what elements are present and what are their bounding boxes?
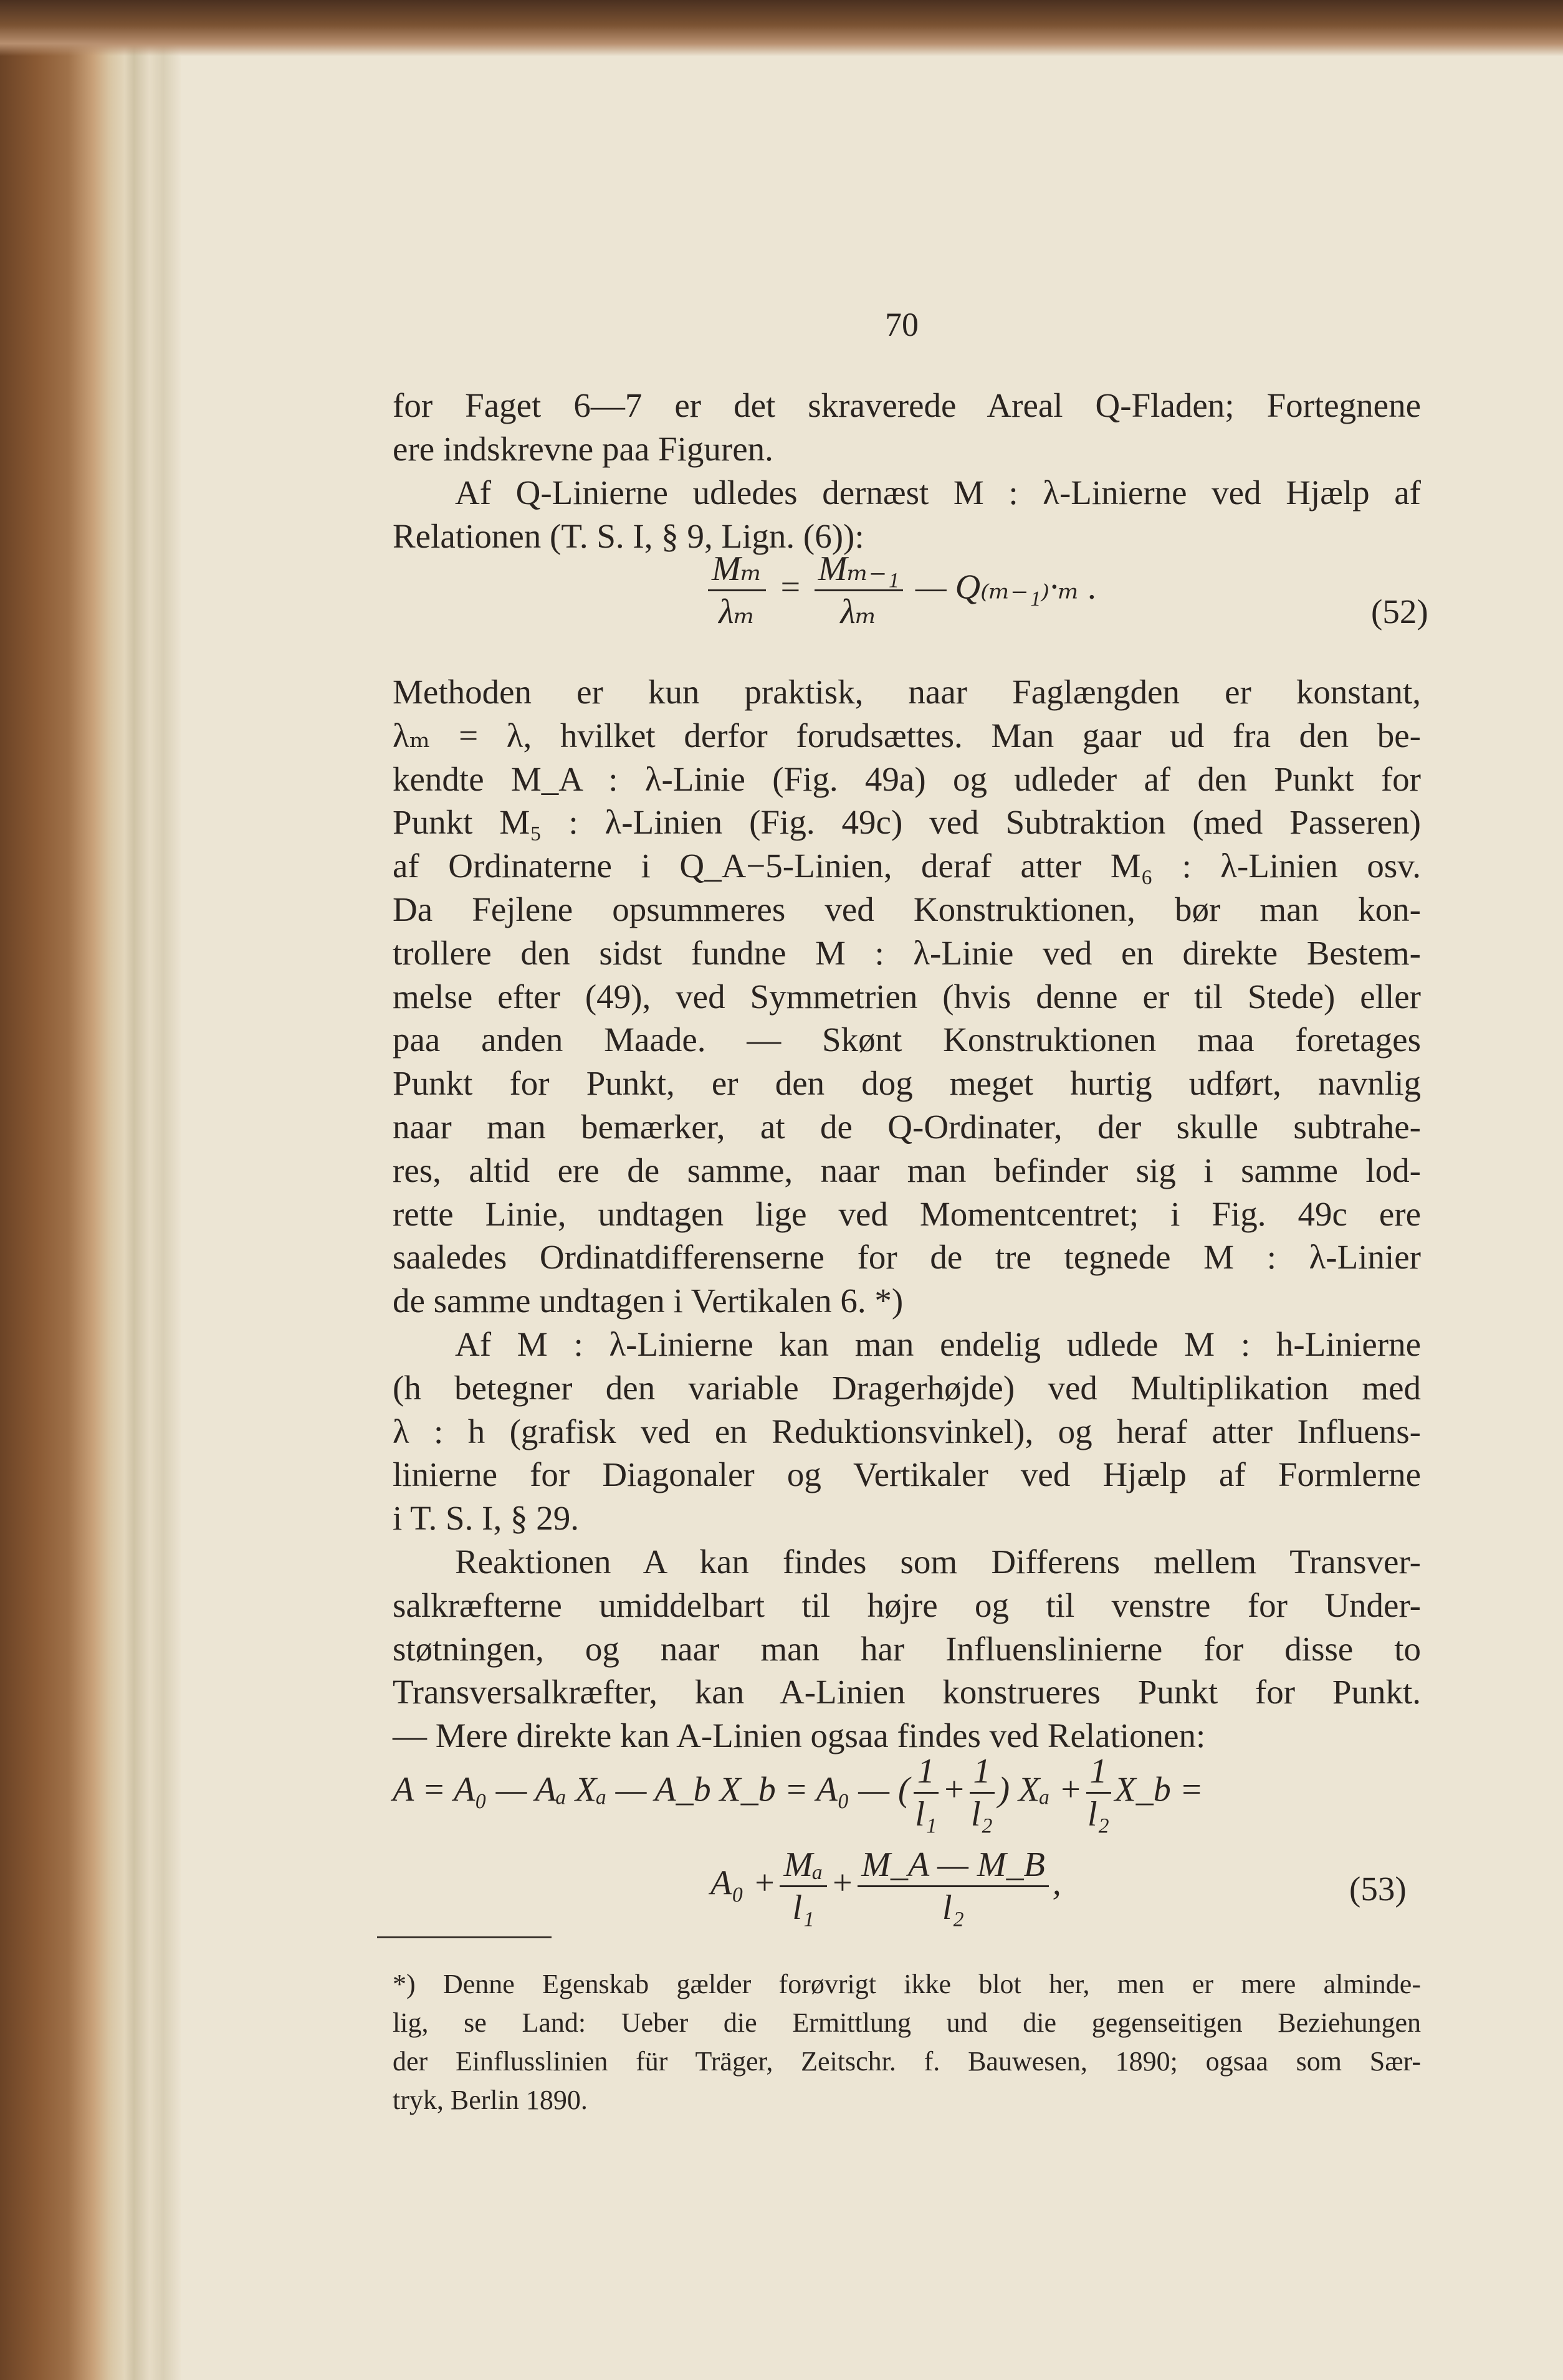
text-line: Transversalkræfter, kan A-Linien konstrueres Punkt for Punkt. — [393, 1673, 1421, 1711]
eq52-rhs-denominator: λₘ — [840, 593, 877, 631]
text-line: rette Linie, undtagen lige ved Momentcentret; i Fig. 49c ere — [393, 1194, 1421, 1233]
text-line: linierne for Diagonaler og Vertikaler ved Hjælp af Formlerne — [393, 1455, 1421, 1494]
text-line: af Ordinaterne i Q_A−5-Linien, deraf atter M₆ : λ-Linien osv. — [393, 847, 1421, 885]
text-line: støtningen, og naar man har Influenslinierne for disse to — [393, 1629, 1421, 1668]
eq52-lhs-denominator: λₘ — [719, 593, 755, 631]
text-line: Af M : λ-Linierne kan man endelig udlede M : h-Linierne — [455, 1325, 1421, 1363]
text-line: paa anden Maade. — Skønt Konstruktionen maa foretages — [393, 1021, 1421, 1059]
text-line: res, altid ere de samme, naar man befinder sig i samme lod- — [393, 1151, 1421, 1189]
text-line: melse efter (49), ved Symmetrien (hvis denne er til Stede) eller — [393, 977, 1421, 1016]
text-line: trollere den sidst fundne M : λ-Linie ved en direkte Bestem- — [393, 933, 1421, 972]
eq52-lhs-numerator: Mₘ — [708, 548, 766, 591]
book-top-edge — [0, 0, 1563, 56]
eq53-part-c: X_b = — [1114, 1770, 1203, 1809]
footnote-line: *) Denne Egenskab gælder forøvrigt ikke blot her, men er mere alminde- — [393, 1969, 1421, 1999]
equation-52-number: (52) — [1371, 593, 1428, 631]
footnote-rule — [377, 1936, 552, 1938]
text-line: naar man bemærker, at de Q-Ordinater, der skulle subtrahe- — [393, 1108, 1421, 1146]
text-line: Punkt for Punkt, er den dog meget hurtig udført, navnlig — [393, 1064, 1421, 1103]
text-line: de samme undtagen i Vertikalen 6. *) — [393, 1282, 904, 1320]
eq52-rhs-numerator: Mₘ₋₁ — [815, 548, 903, 591]
footnote-line: der Einflusslinien für Träger, Zeitschr. f. Bauwesen, 1890; ogsaa som Sær- — [393, 2046, 1421, 2077]
equation-53-number: (53) — [1349, 1870, 1407, 1908]
page-number: 70 — [885, 306, 919, 343]
eq52-tail: — Q₍ₘ₋₁₎·ₘ . — [915, 568, 1097, 607]
text-line: ere indskrevne paa Figuren. — [393, 430, 773, 468]
eq53-frac3-num: 1 — [1086, 1751, 1111, 1794]
equation-53-line-2: A₀ + $\frac{\text{Mₐ}}{\text{l₁}}$ + $\frac{M\_A — M\_B}{\text{l₂}}$ , — [710, 1845, 1061, 1927]
eq53-frac2-den: l₂ — [970, 1795, 993, 1834]
text-line: (h betegner den variable Dragerhøjde) ved Multiplikation med — [393, 1368, 1421, 1407]
footnote-line: lig, se Land: Ueber die Ermittlung und die gegenseitigen Beziehungen — [393, 2007, 1421, 2038]
text-line: Reaktionen A kan findes som Differens mellem Transver- — [455, 1543, 1421, 1581]
text-line: Da Fejlene opsummeres ved Konstruktionen, bør man kon- — [393, 890, 1421, 928]
text-line: λₘ = λ, hvilket derfor forudsættes. Man gaar ud fra den be- — [393, 716, 1421, 754]
eq53-part-a: A = A₀ — Aₐ Xₐ — A_b X_b = A₀ — ( — [393, 1770, 910, 1809]
eq53-frac4-den: l₁ — [792, 1888, 815, 1927]
eq53-frac3-den: l₂ — [1087, 1795, 1110, 1834]
eq52-equals: = — [778, 568, 802, 607]
eq53-frac5-num: M_A — M_B — [858, 1844, 1049, 1887]
text-line: Af Q-Linierne udledes dernæst M : λ-Linierne ved Hjælp af — [455, 474, 1421, 512]
text-line: — Mere direkte kan A-Linien ogsaa findes ved Relationen: — [393, 1716, 1206, 1755]
text-line: Methoden er kun praktisk, naar Faglængden er konstant, — [393, 673, 1421, 711]
eq53-frac1-den: l₁ — [915, 1795, 937, 1834]
eq53-part-d: A₀ + — [710, 1864, 777, 1903]
text-line: Punkt M₅ : λ-Linien (Fig. 49c) ved Subtraktion (med Passeren) — [393, 803, 1421, 842]
eq53-plus: + — [942, 1770, 966, 1809]
eq53-part-b: ) Xₐ + — [998, 1770, 1083, 1809]
eq53-frac2-num: 1 — [970, 1751, 995, 1794]
text-line: kendte M_A : λ-Linie (Fig. 49a) og udleder af den Punkt for — [393, 759, 1421, 798]
text-line: salkræfterne umiddelbart til højre og til venstre for Under- — [393, 1586, 1421, 1624]
equation-53-line-1 — [393, 1751, 1203, 1835]
text-line: for Faget 6—7 er det skraverede Areal Q-Fladen; Fortegnene — [393, 386, 1421, 424]
eq53-frac4-num: Mₐ — [780, 1844, 826, 1887]
text-line: λ : h (grafisk ved en Reduktionsvinkel), og heraf atter Influens- — [393, 1412, 1421, 1450]
eq53-comma: , — [1052, 1864, 1061, 1903]
text-line: Relationen (T. S. I, § 9, Lign. (6)): — [393, 517, 864, 555]
equation-52 — [704, 548, 1097, 632]
eq53-frac5-den: l₂ — [942, 1888, 965, 1927]
text-line: saaledes Ordinatdifferenserne for de tre tegnede M : λ-Linier — [393, 1238, 1421, 1277]
text-line: i T. S. I, § 29. — [393, 1499, 579, 1538]
footnote-line: tryk, Berlin 1890. — [393, 2085, 588, 2115]
eq53-frac1-num: 1 — [914, 1751, 939, 1794]
